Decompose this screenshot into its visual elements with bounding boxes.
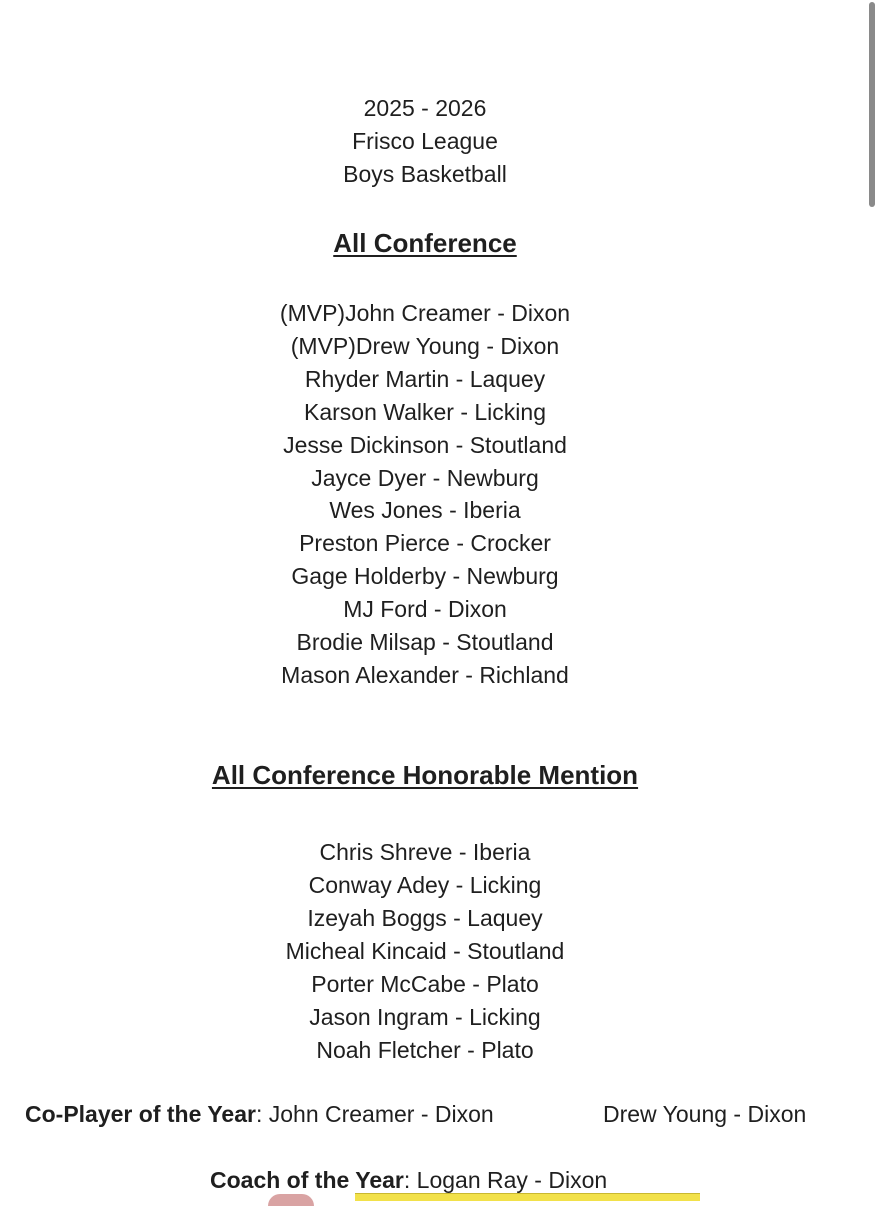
coach-of-year-label: Coach of the Year (210, 1167, 404, 1193)
list-item: Gage Holderby - Newburg (291, 563, 559, 590)
list-item: Izeyah Boggs - Laquey (307, 905, 543, 931)
list-item: Wes Jones - Iberia (329, 497, 521, 524)
list-item: Conway Adey - Licking (308, 872, 542, 898)
list-item: (MVP)Drew Young - Dixon (290, 332, 560, 359)
list-item: (MVP)John Creamer - Dixon (279, 300, 571, 326)
player-of-year-second: Drew Young - Dixon (603, 1101, 807, 1127)
list-item: Porter McCabe - Plato (311, 971, 539, 997)
honorable-mention-list (0, 836, 850, 1067)
all-conference-heading: All Conference (333, 228, 517, 258)
list-item: Noah Fletcher - Plato (316, 1037, 534, 1063)
list-item: Chris Shreve - Iberia (319, 839, 531, 865)
list-item: Preston Pierce - Crocker (299, 530, 551, 557)
season-text: 2025 - 2026 (363, 95, 487, 121)
coach-of-year-row (210, 1167, 607, 1194)
list-item: Brodie Milsap - Stoutland (296, 629, 554, 656)
list-item: Micheal Kincaid - Stoutland (285, 938, 565, 964)
league-text: Frisco League (352, 128, 498, 154)
list-item: Karson Walker - Licking (303, 398, 546, 425)
list-item: Jayce Dyer - Newburg (311, 464, 539, 491)
player-of-year-first: : John Creamer - Dixon (255, 1101, 494, 1127)
partial-image-edge (268, 1194, 314, 1206)
list-item: Jason Ingram - Licking (309, 1004, 541, 1030)
scrollbar-thumb[interactable] (869, 2, 875, 207)
list-item: MJ Ford - Dixon (343, 596, 507, 623)
list-item: Jesse Dickinson - Stoutland (283, 431, 567, 458)
honorable-mention-heading: All Conference Honorable Mention (211, 760, 639, 790)
sport-text: Boys Basketball (343, 161, 507, 187)
player-of-year-row (25, 1101, 494, 1128)
player-of-year-label: Co-Player of the Year (25, 1101, 256, 1127)
all-conference-list (0, 297, 850, 692)
list-item: Mason Alexander - Richland (281, 661, 569, 688)
coach-of-year-value: : Logan Ray - Dixon (403, 1167, 608, 1193)
document-header (0, 92, 850, 191)
list-item: Rhyder Martin - Laquey (304, 365, 546, 392)
